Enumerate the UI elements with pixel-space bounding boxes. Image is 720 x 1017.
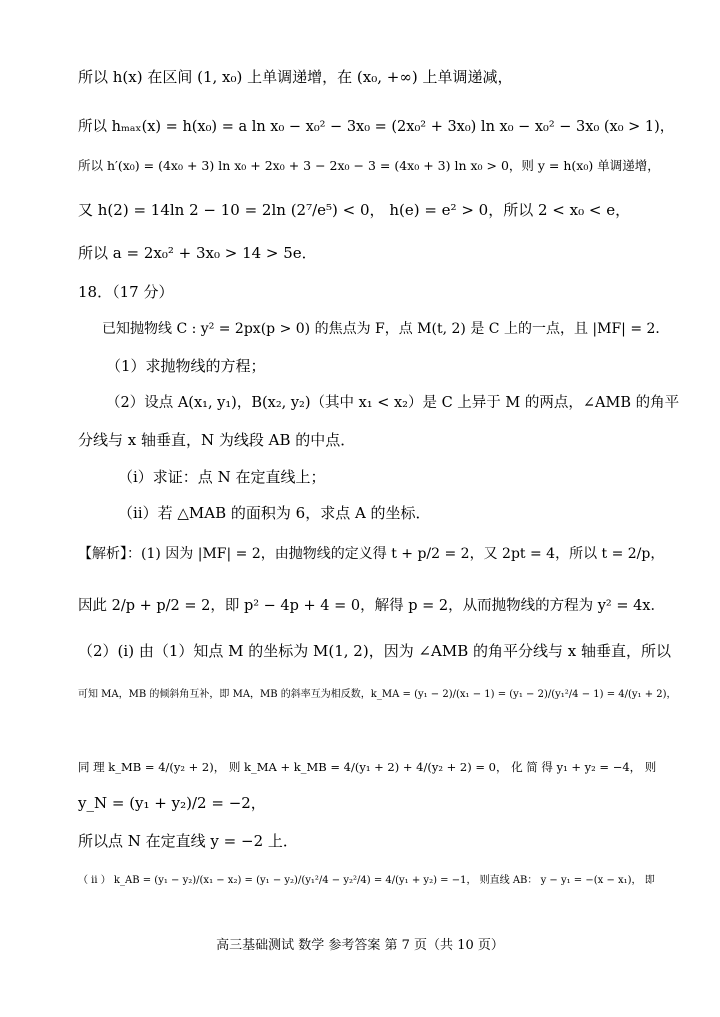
text-line: 所以 hₘₐₓ(x) = h(x₀) = a ln x₀ − x₀² − 3x₀ = (2x₀² + 3x₀) ln x₀ − x₀² − 3x₀ (x₀ > 1)，	[78, 119, 675, 135]
text-line: （ⅱ）若 △MAB 的面积为 6，求点 A 的坐标．	[118, 504, 431, 522]
text-line: （ ⅱ ） k_AB = (y₁ − y₂)/(x₁ − x₂) = (y₁ − y₂)/(y₁²/4 − y₂²/4) = 4/(y₁ + y₂) = −1， 则直线 AB： y − y₁ = −(x − x₁)， 即	[78, 875, 655, 886]
text-line: （2）设点 A(x₁, y₁)，B(x₂, y₂)（其中 x₁ < x₂）是 C 上异于 M 的两点，∠AMB 的角平	[106, 395, 680, 411]
text-line: y_N = (y₁ + y₂)/2 = −2，	[78, 794, 266, 812]
text-line: 分线与 x 轴垂直，N 为线段 AB 的中点．	[78, 431, 356, 449]
question-number: 18．（17 分）	[78, 283, 174, 301]
text-line: 所以 h(x) 在区间 (1, x₀) 上单调递增，在 (x₀, +∞) 上单调递减，	[78, 68, 513, 86]
text-line: 可知 MA，MB 的倾斜角互补，即 MA，MB 的斜率互为相反数，k_MA = (y₁ − 2)/(x₁ − 1) = (y₁ − 2)/(y₁²/4 − 1) = 4/(y₁ + 2)，	[78, 689, 677, 700]
text-line: 又 h(2) = 14ln 2 − 10 = 2ln (2⁷/e⁵) < 0， h(e) = e² > 0，所以 2 < x₀ < e，	[78, 201, 631, 219]
text-line: （1）求抛物线的方程；	[106, 357, 266, 375]
page-footer: 高三基础测试 数学 参考答案 第 7 页（共 10 页）	[216, 938, 504, 953]
text-line: 所以 h′(x₀) = (4x₀ + 3) ln x₀ + 2x₀ + 3 − 2x₀ − 3 = (4x₀ + 3) ln x₀ > 0，则 y = h(x₀) 单调递增，	[78, 158, 660, 173]
text-line: 同 理 k_MB = 4/(y₂ + 2)， 则 k_MA + k_MB = 4/(y₁ + 2) + 4/(y₂ + 2) = 0， 化 简 得 y₁ + y₂ = −4， 则	[78, 760, 657, 774]
text-line: （ⅰ）求证：点 N 在定直线上；	[118, 468, 326, 486]
text-line: 【解析】：(1) 因为 |MF| = 2，由抛物线的定义得 t + p/2 = 2，又 2pt = 4，所以 t = 2/p，	[78, 546, 665, 562]
text-line: 已知抛物线 C : y² = 2px(p > 0) 的焦点为 F，点 M(t, 2) 是 C 上的一点，且 |MF| = 2．	[102, 321, 670, 337]
text-line: （2）(ⅰ) 由（1）知点 M 的坐标为 M(1, 2)，因为 ∠AMB 的角平分线与 x 轴垂直，所以	[78, 642, 672, 660]
text-line: 所以 a = 2x₀² + 3x₀ > 14 > 5e．	[78, 244, 317, 262]
text-line: 因此 2/p + p/2 = 2，即 p² − 4p + 4 = 0，解得 p = 2，从而抛物线的方程为 y² = 4x．	[78, 598, 665, 614]
text-line: 所以点 N 在定直线 y = −2 上．	[78, 832, 298, 850]
